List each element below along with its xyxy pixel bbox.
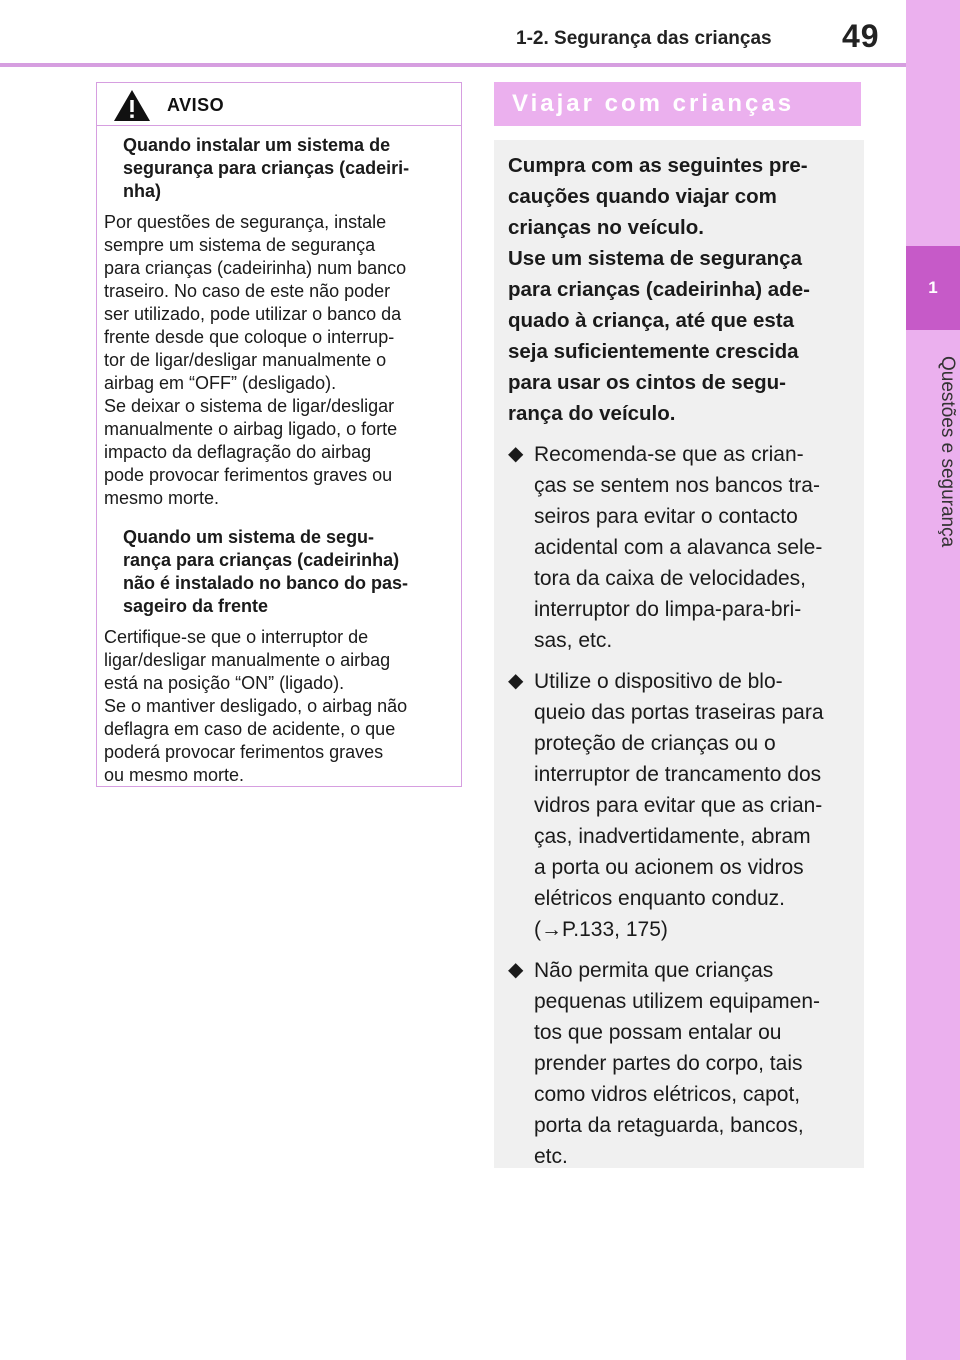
text-line: para crianças (cadeirinha) num banco <box>104 258 407 278</box>
warning-paragraph <box>104 211 451 510</box>
text-line: seiros para evitar o contacto <box>534 505 798 528</box>
section-heading: Viajar com crianças <box>494 82 861 126</box>
header-divider <box>0 63 906 67</box>
text-line: para crianças (cadeirinha) ade- <box>508 278 810 301</box>
section-intro <box>508 150 848 429</box>
section-title: 1-2. Segurança das crianças <box>516 28 772 49</box>
list-item <box>508 955 848 1172</box>
text-line: ser utilizado, pode utilizar o banco da <box>104 304 402 324</box>
text-line: como vidros elétricos, capot, <box>534 1083 801 1106</box>
text-line: elétricos enquanto conduz. <box>534 887 786 910</box>
text-line: Quando um sistema de segu- <box>123 527 375 547</box>
text-line: cauções quando viajar com <box>508 185 777 208</box>
text-line: traseiro. No caso de este não poder <box>104 281 391 301</box>
warning-box <box>96 82 462 787</box>
list-item <box>508 439 848 656</box>
text-line: vidros para evitar que as crian- <box>534 794 823 817</box>
text-line: proteção de crianças ou o <box>534 732 776 755</box>
text-line: airbag em “OFF” (desligado). <box>104 373 337 393</box>
text-line: ou mesmo morte. <box>104 765 245 785</box>
text-line: Certifique-se que o interruptor de <box>104 627 369 647</box>
text-line: interruptor de trancamento dos <box>534 763 822 786</box>
bullet-diamond-icon: ◆ <box>508 959 524 981</box>
bullet-diamond-icon: ◆ <box>508 670 524 692</box>
text-line: Se o mantiver desligado, o airbag não <box>104 696 408 716</box>
text-line: não é instalado no banco do pas- <box>123 573 409 593</box>
text-line: poderá provocar ferimentos graves <box>104 742 384 762</box>
text-line: sempre um sistema de segurança <box>104 235 376 255</box>
text-line: frente desde que coloque o interrup- <box>104 327 395 347</box>
side-tab <box>906 0 960 1360</box>
text-line: rança para crianças (cadeirinha) <box>123 550 400 570</box>
text-line: prender partes do corpo, tais <box>534 1052 803 1075</box>
warning-header <box>97 83 461 126</box>
bullet-list <box>508 439 848 1172</box>
text-line: quado à criança, até que esta <box>508 309 794 332</box>
warning-triangle-icon <box>113 89 151 122</box>
text-line: sas, etc. <box>534 629 613 652</box>
list-item <box>508 666 848 945</box>
text-line: tor de ligar/desligar manualmente o <box>104 350 387 370</box>
text-line: Quando instalar um sistema de <box>123 135 391 155</box>
text-line: porta da retaguarda, bancos, <box>534 1114 804 1137</box>
warning-paragraph <box>104 626 451 787</box>
chapter-number-tab[interactable]: 1 <box>906 246 960 330</box>
page-number: 49 <box>842 18 880 54</box>
text-line: para usar os cintos de segu- <box>508 371 786 394</box>
text-line: está na posição “ON” (ligado). <box>104 673 345 693</box>
warning-subheading <box>123 526 453 618</box>
text-line: crianças no veículo. <box>508 216 704 239</box>
warning-content <box>97 126 461 787</box>
text-line: ligar/desligar manualmente o airbag <box>104 650 391 670</box>
text-line: pequenas utilizem equipamen- <box>534 990 821 1013</box>
warning-subheading <box>123 134 453 203</box>
text-line: Por questões de segurança, instale <box>104 212 387 232</box>
text-line: sageiro da frente <box>123 596 269 616</box>
bullet-diamond-icon: ◆ <box>508 443 524 465</box>
warning-label: AVISO <box>167 95 225 115</box>
section-body <box>494 140 864 1168</box>
text-line: tos que possam entalar ou <box>534 1021 782 1044</box>
text-line: rança do veículo. <box>508 402 676 425</box>
text-line: impacto da deflagração do airbag <box>104 442 372 462</box>
text-line: acidental com a alavanca sele- <box>534 536 823 559</box>
text-line: mesmo morte. <box>104 488 220 508</box>
text-line: pode provocar ferimentos graves ou <box>104 465 393 485</box>
chapter-title-tab: Questões e segurança <box>937 356 958 548</box>
text-line: segurança para crianças (cadeiri- <box>123 158 410 178</box>
text-line: queio das portas traseiras para <box>534 701 824 724</box>
text-line: seja suficientemente crescida <box>508 340 799 363</box>
text-line: ças, inadvertidamente, abram <box>534 825 811 848</box>
text-line: Utilize o dispositivo de blo- <box>534 670 783 693</box>
text-line: Se deixar o sistema de ligar/desligar <box>104 396 395 416</box>
text-line: manualmente o airbag ligado, o forte <box>104 419 398 439</box>
text-line: etc. <box>534 1145 568 1168</box>
text-line: interruptor do limpa-para-bri- <box>534 598 802 621</box>
text-line: a porta ou acionem os vidros <box>534 856 804 879</box>
text-line: Não permita que crianças <box>534 959 774 982</box>
text-line: ças se sentem nos bancos tra- <box>534 474 820 497</box>
text-line: Recomenda-se que as crian- <box>534 443 804 466</box>
text-line: Use um sistema de segurança <box>508 247 802 270</box>
text-line: nha) <box>123 181 161 201</box>
text-line: deflagra em caso de acidente, o que <box>104 719 396 739</box>
text-line: (→P.133, 175) <box>534 918 668 941</box>
text-line: Cumpra com as seguintes pre- <box>508 154 808 177</box>
text-line: tora da caixa de velocidades, <box>534 567 807 590</box>
